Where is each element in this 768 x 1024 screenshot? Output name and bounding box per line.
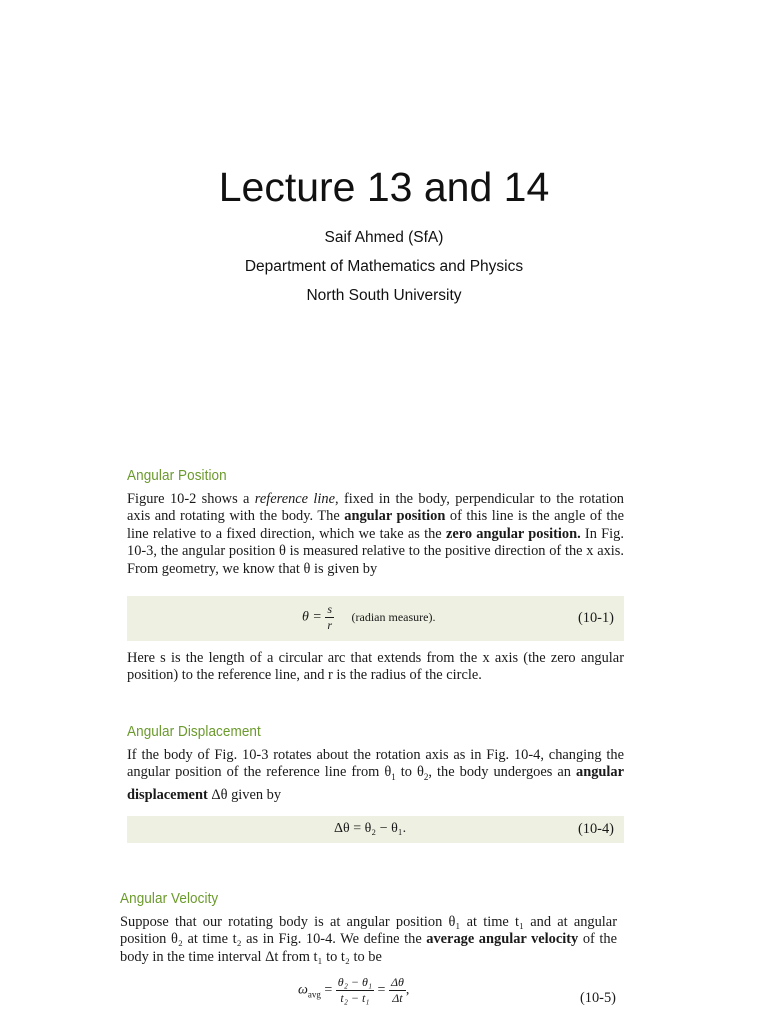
author-name: Saif Ahmed (SfA): [324, 229, 444, 246]
angular-displacement-heading: Angular Displacement: [127, 723, 261, 740]
fraction-theta-over-t: $\frac{\text{θ₂ − θ₁}}{\text{t₂ − t₁}}$: [337, 975, 373, 1005]
fraction-delta-theta-over-delta-t: $\frac{\Delta\theta}{\Delta t}$: [390, 975, 404, 1005]
angular-position-heading: Angular Position: [127, 467, 227, 484]
equation-number-10-1: (10-1): [578, 610, 614, 626]
department-name: Department of Mathematics and Physics: [244, 258, 524, 275]
angular-displacement-paragraph: If the body of Fig. 10-3 rotates about the rotation axis as in Fig. 10-4, changing the angular position of the reference line from $\theta_1$ to $\theta_2$, the body undergoes an angular displacement Δθ given by: [127, 747, 624, 803]
angular-velocity-paragraph: Suppose that our rotating body is at angular position θ₁ at time t₁ and at angular position θ₂ at time t₂ as in Fig. 10-4. We define the average angular velocity of the body in the time interval Δt from t₁ to t₂ to be: [120, 914, 617, 965]
equation-10-1: θ = $\frac{s}{r}$ (radian measure).: [302, 602, 436, 632]
arc-length-paragraph: Here s is the length of a circular arc that extends from the x axis (the zero angular position) to the reference line, and r is the radius of the circle.: [127, 650, 624, 684]
equation-10-4: Δθ = θ₂ − θ₁.: [334, 821, 407, 836]
equation-number-10-5: (10-5): [580, 990, 616, 1006]
equation-10-5: $\omega_{avg}$ = $\frac{\text{θ₂ − θ₁}}{\text{t₂ − t₁}}$ = $\frac{\Delta\theta}{\Delta t}$ ,: [298, 975, 410, 1005]
equation-box-10-4: [127, 816, 624, 843]
lecture-title: Lecture 13 and 14: [218, 164, 550, 210]
equation-number-10-4: (10-4): [578, 821, 614, 837]
fraction-s-over-r: $\frac{s}{r}$: [327, 602, 332, 632]
equation-box-10-1: [127, 596, 624, 641]
university-name: North South University: [306, 287, 462, 304]
angular-velocity-heading: Angular Velocity: [120, 890, 219, 907]
angular-position-paragraph: Figure 10-2 shows a reference line, fixed in the body, perpendicular to the rotation axis and rotating with the body. The angular position of this line is the angle of the line relative to a fixed direction, which we take as the zero angular position. In Fig. 10-3, the angular position θ is measured relative to the positive direction of the x axis. From geometry, we know that θ is given by: [127, 491, 624, 577]
